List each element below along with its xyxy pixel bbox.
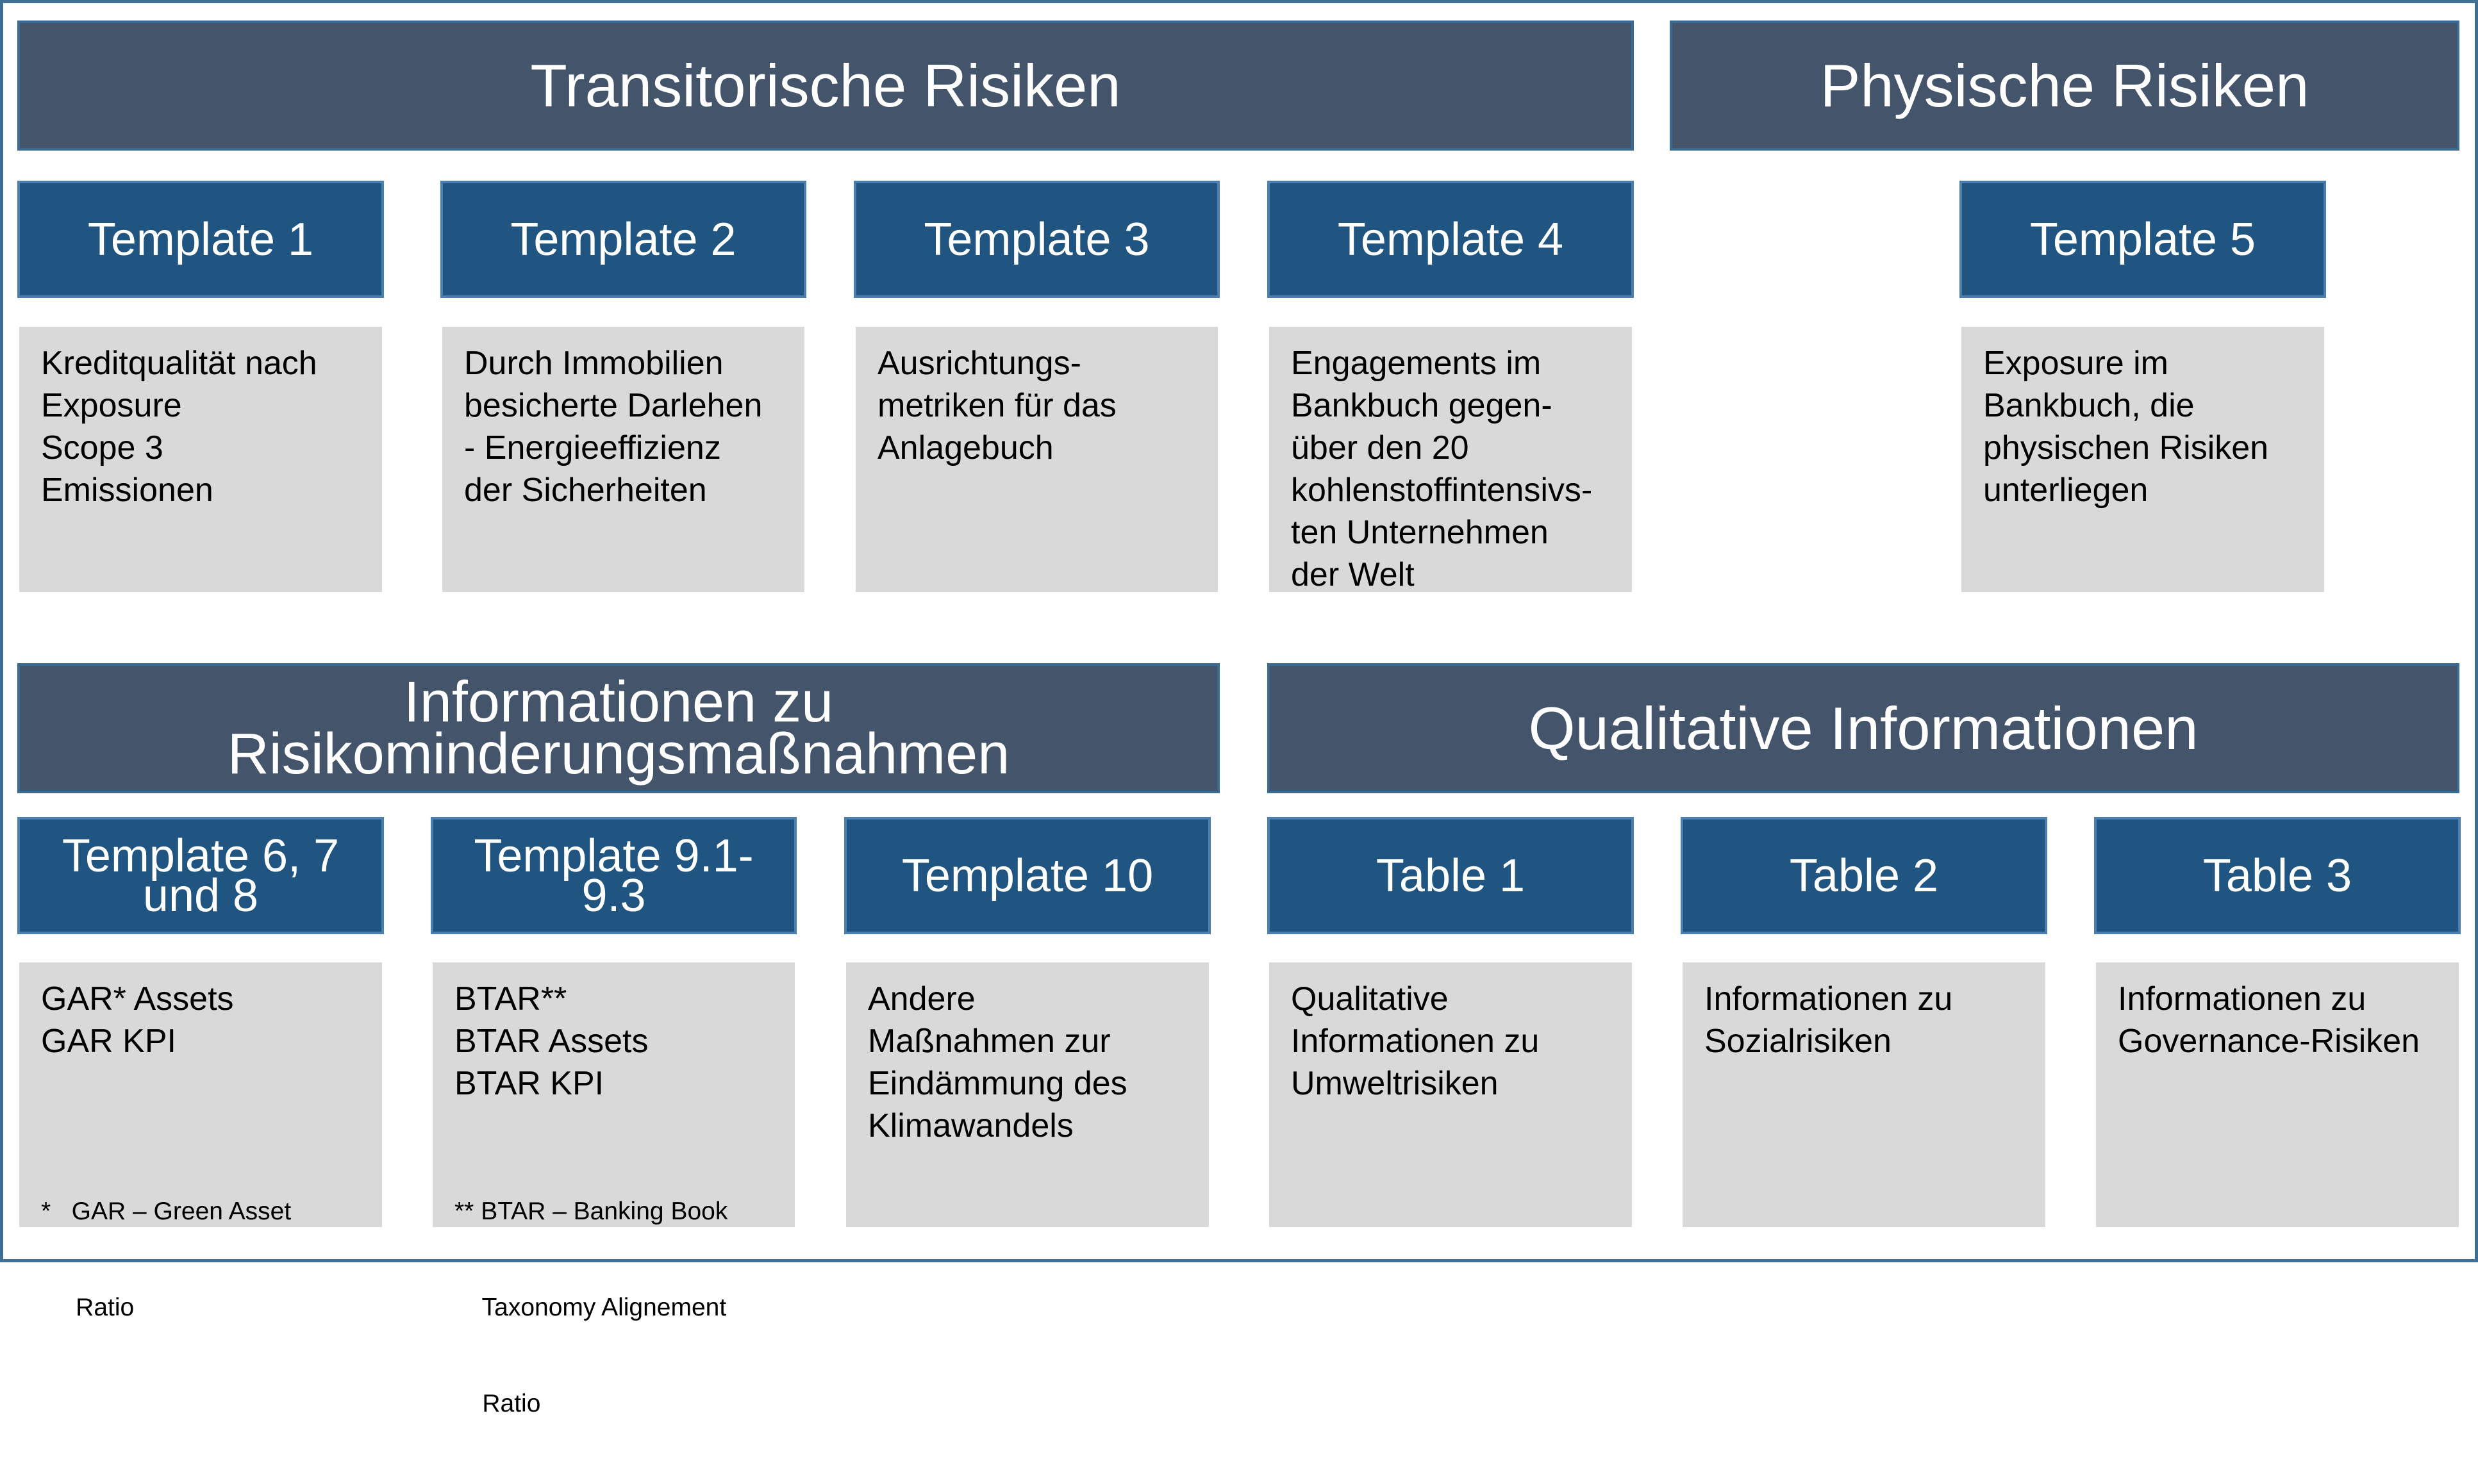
description-line: metriken für das — [877, 387, 1117, 424]
description-table-1 — [1269, 962, 1632, 1227]
description-template-2 — [442, 327, 804, 592]
description-line: Qualitative — [1291, 980, 1449, 1018]
template-1 — [17, 181, 384, 298]
description-line: Informationen zu — [1704, 980, 1953, 1018]
template-10-label: Template 10 — [901, 850, 1154, 902]
description-line: unterliegen — [1983, 472, 2149, 509]
template-3 — [854, 181, 1220, 298]
description-template-10 — [846, 962, 1209, 1227]
header-qualitative-label: Qualitative Informationen — [1528, 694, 2199, 762]
header-transitory-label: Transitorische Risiken — [530, 51, 1121, 119]
btar-footnote — [454, 1132, 728, 1484]
description-line: Umweltrisiken — [1291, 1065, 1499, 1102]
description-line: Bankbuch, die — [1983, 387, 2195, 424]
description-line: Maßnahmen zur — [868, 1023, 1111, 1060]
description-line: Sozialrisiken — [1704, 1023, 1892, 1060]
header-mitigation-info — [17, 663, 1220, 793]
description-line: GAR* Assets — [41, 980, 234, 1018]
description-line: Informationen zu — [2118, 980, 2366, 1018]
template-5 — [1959, 181, 2326, 298]
footnote-line: Taxonomy Alignement — [454, 1294, 727, 1321]
description-template-4 — [1269, 327, 1632, 592]
table-1-label: Table 1 — [1376, 850, 1526, 902]
template-2 — [440, 181, 806, 298]
description-line: Eindämmung des — [868, 1065, 1127, 1102]
description-line: der Welt — [1291, 556, 1415, 593]
header-qualitative-info — [1267, 663, 2459, 793]
footnote-line: * GAR – Green Asset — [41, 1198, 292, 1225]
description-line: - Energieeffizienz — [464, 429, 721, 466]
description-line: der Sicherheiten — [464, 472, 707, 509]
table-3-label: Table 3 — [2202, 850, 2352, 902]
template-9-line-1: Template 9.1- — [474, 830, 754, 882]
header-transitory-risks — [17, 21, 1634, 151]
description-template-6-7-8 — [19, 962, 382, 1321]
description-template-9 — [433, 962, 795, 1417]
description-line: Ausrichtungs- — [877, 345, 1081, 382]
description-table-2 — [1683, 962, 2045, 1227]
description-line: Emissionen — [41, 472, 213, 509]
gar-footnote — [41, 1132, 291, 1388]
description-line: Bankbuch gegen- — [1291, 387, 1552, 424]
table-2-label: Table 2 — [1789, 850, 1939, 902]
table-1 — [1267, 817, 1634, 934]
description-line: Scope 3 — [41, 429, 163, 466]
description-line: BTAR** — [454, 980, 567, 1018]
description-template-3 — [856, 327, 1218, 592]
template-9-1-9-3 — [431, 817, 797, 934]
template-5-label: Template 5 — [2029, 213, 2256, 265]
description-line: besicherte Darlehen — [464, 387, 763, 424]
description-line: Durch Immobilien — [464, 345, 724, 382]
description-line: Andere — [868, 980, 976, 1018]
table-2 — [1681, 817, 2047, 934]
template-6-7-8-line-1: Template 6, 7 — [62, 830, 340, 882]
description-line: BTAR KPI — [454, 1065, 604, 1102]
description-line: Anlagebuch — [877, 429, 1054, 466]
description-line: Informationen zu — [1291, 1023, 1540, 1060]
description-line: BTAR Assets — [454, 1023, 649, 1060]
description-line: GAR KPI — [41, 1023, 176, 1060]
description-template-5 — [1961, 327, 2324, 592]
header-physical-label: Physische Risiken — [1820, 51, 2309, 119]
template-4-label: Template 4 — [1337, 213, 1564, 265]
footnote-line: Ratio — [41, 1294, 135, 1321]
template-10 — [844, 817, 1211, 934]
description-line: Exposure — [41, 387, 182, 424]
footnote-line: ** BTAR – Banking Book — [454, 1198, 728, 1225]
description-line: über den 20 — [1291, 429, 1469, 466]
template-3-label: Template 3 — [924, 213, 1150, 265]
header-mitigation-line-2: Risikominderungsmaßnahmen — [227, 721, 1010, 786]
description-line: Governance-Risiken — [2118, 1023, 2420, 1060]
template-4 — [1267, 181, 1634, 298]
description-line: Exposure im — [1983, 345, 2168, 382]
description-line: Kreditqualität nach — [41, 345, 317, 382]
template-9-line-2: 9.3 — [581, 870, 646, 921]
header-mitigation-line-1: Informationen zu — [403, 670, 834, 734]
footnote-line: Ratio — [454, 1390, 541, 1417]
template-6-7-8 — [17, 817, 384, 934]
description-line: physischen Risiken — [1983, 429, 2269, 466]
template-2-label: Template 2 — [510, 213, 736, 265]
table-3 — [2094, 817, 2461, 934]
description-line: ten Unternehmen — [1291, 514, 1549, 551]
description-line: kohlenstoffintensivs- — [1291, 472, 1593, 509]
description-line: Klimawandels — [868, 1107, 1074, 1144]
description-table-3 — [2096, 962, 2459, 1227]
template-6-7-8-line-2: und 8 — [142, 870, 259, 921]
header-physical-risks — [1670, 21, 2459, 151]
description-template-1 — [19, 327, 382, 592]
template-1-label: Template 1 — [87, 213, 314, 265]
description-line: Engagements im — [1291, 345, 1542, 382]
